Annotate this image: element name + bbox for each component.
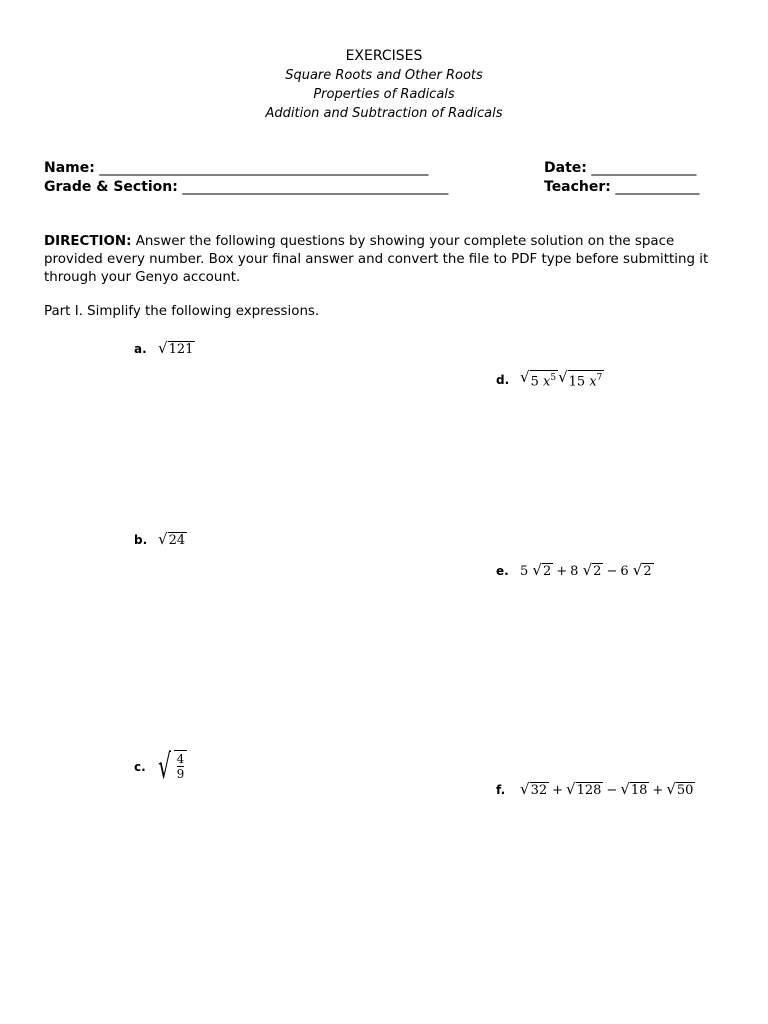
name-line[interactable]: _______________________________________________ — [99, 160, 429, 176]
problem-letter: b. — [134, 533, 148, 547]
problem-c — [134, 747, 187, 787]
radical: √ 24 — [158, 530, 186, 548]
page-title: EXERCISES — [345, 48, 423, 64]
problem-d — [496, 370, 604, 389]
teacher-label: Teacher: — [544, 179, 611, 195]
radical: √ 2 — [532, 561, 552, 579]
problem-letter: d. — [496, 372, 510, 387]
expression-b — [158, 532, 187, 548]
name-date-row — [44, 159, 734, 178]
part-1-heading: Part I. Simplify the following expressions. — [44, 304, 320, 319]
worksheet-header — [0, 47, 768, 123]
date-line[interactable]: _______________ — [591, 160, 697, 176]
grade-line[interactable]: ______________________________________ — [182, 179, 449, 195]
expression-e: 5 √ 2 + 8 √ 2 − 6 √ 2 — [520, 561, 652, 579]
problem-f — [496, 782, 695, 798]
expression-f: √ 32 + √ 128 − √ 18 + √ 50 — [520, 780, 694, 798]
problem-b — [134, 532, 187, 548]
teacher-line[interactable]: ____________ — [615, 179, 700, 195]
problem-a — [134, 341, 195, 357]
radical: √ 5 $x^5$ — [520, 368, 557, 390]
radical: √ 121 — [158, 339, 194, 357]
radical: √ 128 — [566, 780, 602, 798]
problem-letter: a. — [134, 342, 147, 356]
direction-label: DIRECTION: — [44, 234, 132, 249]
direction-text: Answer the following questions by showing your complete solution on the space provided every number. Box your final answer and convert the file to PDF type before submitting it through your Genyo account. — [44, 234, 709, 285]
teacher-field — [544, 178, 699, 197]
date-field — [544, 159, 696, 178]
problem-e — [496, 563, 654, 579]
radical: √ 2 — [632, 561, 652, 579]
radical: √ 50 — [666, 780, 694, 798]
name-label: Name: — [44, 160, 95, 176]
grade-teacher-row — [44, 178, 734, 197]
problem-letter: f. — [496, 783, 506, 797]
fraction: $\frac{4}{9}$ — [174, 750, 188, 784]
radical: √ 15 $x^7$ — [558, 368, 603, 390]
direction-paragraph — [44, 233, 724, 287]
radical: √ 32 — [520, 780, 548, 798]
subtitle-2: Properties of Radicals — [313, 87, 455, 102]
radical: √ $\frac{4}{9}$ — [158, 750, 187, 784]
date-label: Date: — [544, 160, 587, 176]
expression-c — [158, 747, 187, 787]
problem-letter: e. — [496, 564, 509, 578]
radical: √ 18 — [620, 780, 648, 798]
problem-letter: c. — [134, 760, 146, 774]
expression-a — [158, 341, 195, 357]
subtitle-3: Addition and Subtraction of Radicals — [265, 106, 503, 121]
subtitle-1: Square Roots and Other Roots — [285, 68, 483, 83]
radical: √ 2 — [582, 561, 602, 579]
grade-label: Grade & Section: — [44, 179, 178, 195]
expression-d — [520, 370, 604, 389]
